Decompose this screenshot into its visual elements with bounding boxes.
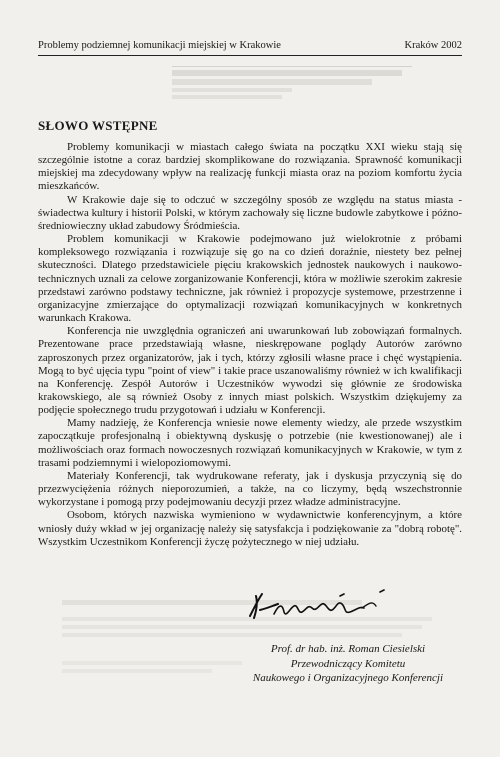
- bleed-through-top: [172, 66, 432, 99]
- header-title: Problemy podziemnej komunikacji miejskiej w Krakowie: [38, 40, 281, 51]
- signatory-role: Przewodniczący Komitetu: [290, 657, 406, 670]
- signatory-name: Prof. dr hab. inż. Roman Ciesielski: [270, 643, 426, 655]
- paragraph-2: W Krakowie daje się to odczuć w szczególny sposób ze względu na status miasta - świadectwa kultury i historii Polski, w którym zachowały się liczne budowle zabytkowe i późno-średniowieczny układ zabudowy Śródmieścia.: [38, 193, 462, 232]
- handwritten-signature: [244, 586, 394, 628]
- document-heading: SŁOWO WSTĘPNE: [38, 118, 158, 133]
- paragraph-3: Problem komunikacji w Krakowie podejmowano już wielokrotnie z próbami kompleksowego rozwiązania i rozwiązuje się go na co dzień doraźnie, niestety bez pełnej skuteczności. Dlatego przedstawiciele pięciu krakowskich jednostek naukowych i naukowo-technicznych uznali za celowe zorganizowanie Konferencji, która w możliwie szerokim zakresie przedstawi zarówno podstawy techniczne, jak również i propozycje systemowe, przestrzenne i organizacyjne zmierzające do optymalizacji rozwiązań komunikacyjnych w konkretnych warunkach Krakowa.: [38, 233, 462, 325]
- header-place-year: Kraków 2002: [404, 40, 462, 51]
- signature-block: [228, 642, 468, 686]
- paragraph-1: Problemy komunikacji w miastach całego świata na początku XXI wieku stają się szczególnie istotne a coraz bardziej skomplikowane do rozwiązania. Sprawność komunikacji miejskiej ma zdecydowany wpływ na realizację funkcji miasta oraz na poziom komfortu życia mieszkańców.: [38, 141, 462, 193]
- paragraph-6: Materiały Konferencji, tak wydrukowane referaty, jak i dyskusja przyczynią się do przezwyciężenia różnych nieporozumień, a także, na co liczymy, będą wszechstronnie wykorzystane i pomogą przy podejmowaniu decyzji przez władze administracyjne.: [38, 469, 462, 509]
- running-header: [38, 40, 462, 52]
- paragraph-5: Mamy nadzieję, że Konferencja wniesie nowe elementy wiedzy, ale przede wszystkim zapoczątkuje profesjonalną i obiektywną dyskusję o potrzebie (nie kwestionowanej) ale i możliwościach oraz formach nowoczesnych rozwiązań komunikacyjnych w Krakowie, w tym z trasami podziemnymi i wielopoziomowymi.: [38, 417, 462, 469]
- paragraph-7: Osobom, których nazwiska wymieniono w wydawnictwie konferencyjnym, a które wniosły duży wkład w jej organizację należy się satysfakcja i podziękowanie za "dobrą robotę". Wszystkim Uczestnikom Konferencji życzę pożytecznego w niej udziału.: [38, 509, 462, 548]
- document-body: [38, 141, 462, 549]
- header-rule: [38, 55, 462, 56]
- signatory-committee: Naukowego i Organizacyjnego Konferencji: [252, 672, 444, 684]
- paragraph-4: Konferencja nie uwzględnia ograniczeń ani uwarunkowań lub zobowiązań formalnych. Prezentowane prace przedstawiają własne, nieskrępowane poglądy Autorów zarówno zaproszonych przez organizatorów, jak i tych, którzy zgłosili własne prace i chęć wystąpienia. Mogą to być ujęcia typu "point of view" i takie prace uszanowaliśmy również w ich kwalifikacji na Konferencję. Zespół Autorów i Uczestników wywodzi się głównie ze środowiska krakowskiego, ale są również Osoby z innych miast polskich. Wszystkim dziękujemy za podjęcie społecznego trudu przygotowań i udziału w Konferencji.: [38, 325, 462, 417]
